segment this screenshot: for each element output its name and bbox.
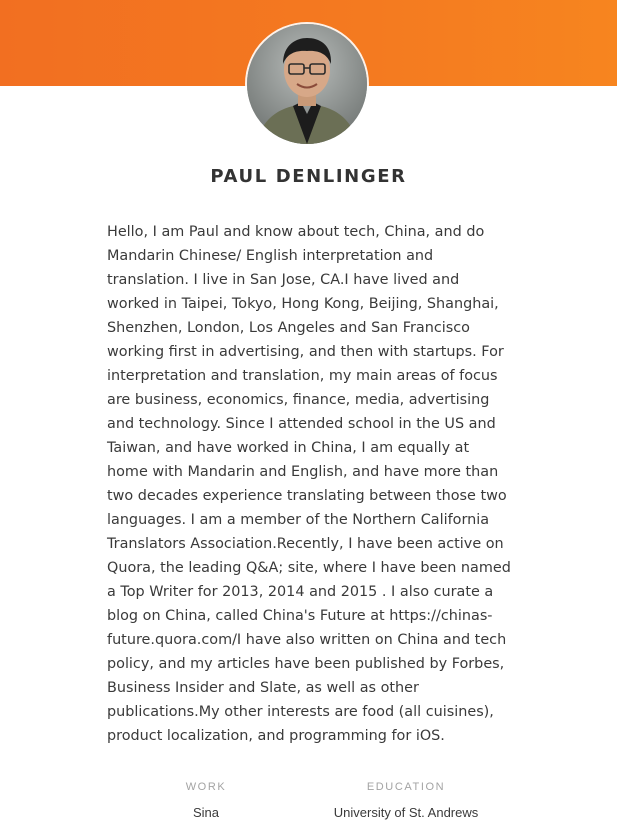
work-section bbox=[146, 780, 266, 821]
work-value: Sina bbox=[192, 805, 220, 820]
work-label: WORK bbox=[185, 781, 227, 793]
profile-name: PAUL DENLINGER bbox=[210, 166, 407, 187]
education-section bbox=[316, 780, 496, 821]
avatar bbox=[247, 24, 367, 144]
avatar-photo bbox=[247, 24, 367, 144]
profile-bio: Hello, I am Paul and know about tech, China, and do Mandarin Chinese/ English interpretation and translation. I live in San Jose, CA.I have lived and worked in Taipei, Tokyo, Hong Kong, Beijing, Shanghai, Shenzhen, London, Los Angeles and San Francisco working first in advertising, and then with startups. For interpretation and translation, my main areas of focus are business, economics, finance, media, advertising and technology. Since I attended school in the US and Taiwan, and have worked in China, I am equally at home with Mandarin and English, and have more than two decades experience translating between those two languages. I am a member of the Northern California Translators Association.Recently, I have been active on Quora, the leading Q&A; site, where I have been named a Top Writer for 2013, 2014 and 2015 . I also curate a blog on China, called China's Future at https://chinas-future.quora.com/I have also written on China and tech policy, and my articles have been published by Forbes, Business Insider and Slate, as well as other publications.My other interests are food (all cuisines), product localization, and programming for iOS. bbox=[107, 224, 511, 744]
education-label: EDUCATION bbox=[366, 781, 446, 793]
education-value: University of St. Andrews bbox=[333, 805, 479, 820]
